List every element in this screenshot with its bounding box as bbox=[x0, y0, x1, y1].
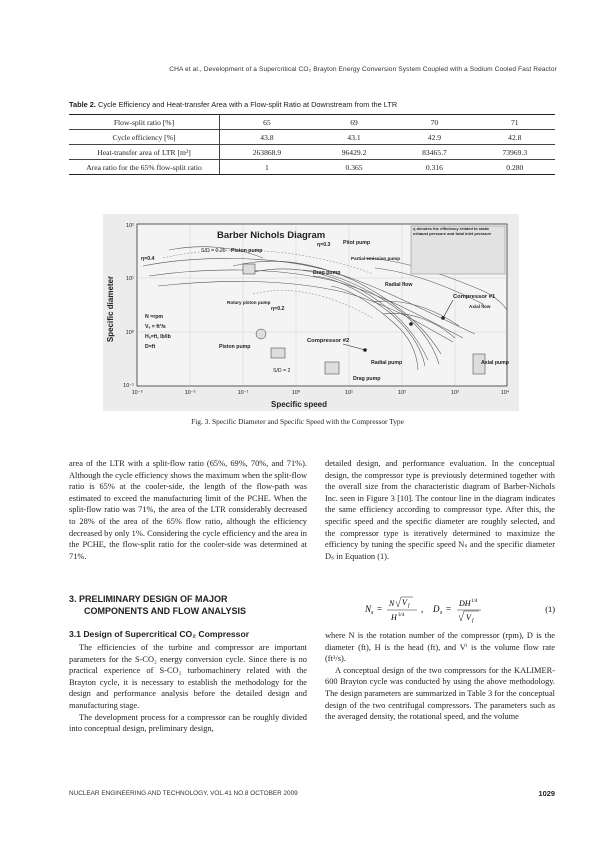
table-cell: 0.365 bbox=[314, 160, 394, 175]
right-column-bottom bbox=[325, 630, 555, 723]
equation-1 bbox=[325, 590, 555, 628]
table-cell: 83465.7 bbox=[394, 145, 474, 160]
label-eta-03: η=0.3 bbox=[317, 242, 331, 248]
figure-caption: Fig. 3. Specific Diameter and Specific Speed with the Compressor Type bbox=[191, 417, 404, 426]
section-heading bbox=[69, 593, 246, 617]
table-caption-text: Cycle Efficiency and Heat-transfer Area with a Flow-split Ratio at Downstream from the LTR bbox=[95, 100, 398, 109]
paragraph: detailed design, and performance evaluation. In the conceptual design, the compressor type is previously determined together with the overall size from the characteristic diagram of Barber-Nichols Inc. seen in Figure 3 [10]. The contour line in the diagram indicates the same efficiency according to compressor type. After this, the specific speed and the specific diameter are roughly selected, and the compressor type is iteratively determined to maximize the efficiency by tuning the specific speed Nₛ and the specific diameter Dₛ in Equation (1). bbox=[325, 459, 555, 561]
svg-text:s: s bbox=[440, 610, 443, 616]
figure-note: η denotes the efficiency related to static exhaust pressure and total inlet pressure bbox=[413, 227, 492, 236]
table-cell: 43.1 bbox=[314, 130, 394, 145]
x-tick-label: 10⁻³ bbox=[131, 390, 143, 396]
table-cell: 43.8 bbox=[220, 130, 314, 145]
paragraph: area of the LTR with a split-flow ratio (65%, 69%, 70%, and 71%). Although the cycle efficiency shows the maximum when the split-flow ratio is 65% at the cooler-side, the length of the flow-path was estimated to exceed the manufacturing limit of the PCHE. When the split-flow ratio was 71%, the area of the LTR considerably decreased to 28% of the area of the 65% flow ratio, although the efficiency decreased by only 1%. Considering the cycle efficiency and the area in the PCHE, the flow-split ratio for the cooler-side was determined at 71%. bbox=[69, 459, 307, 561]
legend-h: Hₐ=ft, lb/lb bbox=[145, 334, 171, 340]
svg-text:N: N bbox=[389, 599, 395, 608]
label-piston-pump: Piston pump bbox=[231, 248, 263, 254]
table-cell: Heat-transfer area of LTR [m²] bbox=[69, 145, 220, 160]
svg-text:f: f bbox=[408, 604, 410, 609]
table-cell: 65 bbox=[220, 115, 314, 130]
paragraph: The efficiencies of the turbine and compressor are important parameters for the S-CO₂ energy conversion cycle. Since there is no practical experience of S-CO₂ turbomachinery related with the Brayton cycle, it is necessary to establish the methodology for the design and performance analysis before the detailed design and manufacturing stage. bbox=[69, 643, 307, 710]
svg-text:=: = bbox=[377, 604, 383, 614]
table-cell: Area ratio for the 65% flow-split ratio bbox=[69, 160, 220, 175]
table-row bbox=[69, 115, 555, 130]
label-radial-flow: Radial flow bbox=[385, 282, 413, 288]
equation-number: (1) bbox=[545, 605, 555, 614]
figure-title: Barber Nichols Diagram bbox=[217, 230, 326, 241]
table-row bbox=[69, 145, 555, 160]
efficiency-table bbox=[69, 114, 555, 175]
label-compressor-2: Compressor #2 bbox=[307, 338, 350, 344]
label-piston-pump-2: Piston pump bbox=[219, 344, 251, 350]
table-caption-label: Table 2. bbox=[69, 100, 96, 109]
y-tick-label: 10⁻¹ bbox=[123, 383, 134, 389]
label-sd-025: S/D = 0.25 bbox=[201, 248, 226, 254]
table-cell: 69 bbox=[314, 115, 394, 130]
x-tick-label: 10⁰ bbox=[291, 390, 301, 396]
svg-text:f: f bbox=[472, 619, 474, 624]
x-tick-label: 10⁴ bbox=[500, 390, 510, 396]
svg-text:N: N bbox=[365, 604, 372, 614]
label-eta-02: η=0.2 bbox=[271, 306, 285, 312]
label-partial-emission-pump: Partial emission pump bbox=[351, 256, 401, 261]
table-cell: Cycle efficiency [%] bbox=[69, 130, 220, 145]
svg-text:=: = bbox=[446, 604, 452, 614]
paragraph: where N is the rotation number of the compressor (rpm), D is the diameter (ft), H is the head (ft), and Vⁱ is the volume flow rate (ft³/s). bbox=[325, 631, 555, 664]
label-compressor-1: Compressor #1 bbox=[453, 294, 496, 300]
x-tick-label: 10³ bbox=[451, 390, 459, 396]
table-cell: 70 bbox=[394, 115, 474, 130]
table-cell: Flow-split ratio [%] bbox=[69, 115, 220, 130]
figure-ylabel: Specific diameter bbox=[106, 275, 115, 343]
journal-info: NUCLEAR ENGINEERING AND TECHNOLOGY, VOL.41 NO.8 OCTOBER 2009 bbox=[69, 790, 298, 797]
svg-text:DH: DH bbox=[459, 599, 471, 608]
section-heading-line-1: 3. PRELIMINARY DESIGN OF MAJOR bbox=[69, 594, 228, 604]
label-axial-flow: Axial flow bbox=[469, 304, 491, 309]
table-row bbox=[69, 160, 555, 175]
y-tick-label: 10¹ bbox=[126, 276, 134, 282]
table-caption bbox=[69, 100, 397, 109]
table-cell: 71 bbox=[475, 115, 555, 130]
svg-text:s: s bbox=[371, 610, 374, 616]
subsection-heading: 3.1 Design of Supercritical CO₂ Compressor bbox=[69, 629, 250, 639]
y-tick-label: 10⁰ bbox=[125, 330, 134, 336]
table-cell: 263868.9 bbox=[220, 145, 314, 160]
running-header: CHA et al., Development of a Supercritical CO₂ Brayton Energy Conversion System Coupled with a Sodium Cooled Fast Reactor bbox=[169, 66, 557, 73]
paragraph: A conceptual design of the two compressors for the KALIMER-600 Brayton cycle was conducted by using the above methodology. The design parameters are summarized in Table 3 for the conceptual design of the two centrifugal compressors. The parameters such as the averaged density, the rotational speed, and the volume bbox=[325, 665, 555, 722]
label-pitot-pump: Pitot pump bbox=[343, 240, 371, 246]
svg-text:3/4: 3/4 bbox=[398, 613, 405, 618]
x-tick-label: 10⁻¹ bbox=[237, 390, 249, 396]
label-eta-04: η=0.4 bbox=[141, 256, 155, 262]
label-radial-pump: Radial pump bbox=[371, 360, 403, 366]
label-axial-pump: Axial pump bbox=[481, 360, 509, 366]
table-cell: 0.280 bbox=[475, 160, 555, 175]
table-cell: 96429.2 bbox=[314, 145, 394, 160]
svg-text:1/4: 1/4 bbox=[471, 599, 478, 604]
table-cell: 42.8 bbox=[475, 130, 555, 145]
svg-text:V: V bbox=[402, 598, 407, 607]
svg-text:V: V bbox=[466, 613, 471, 622]
legend-v: Vᵥ = ft³/s bbox=[145, 324, 166, 330]
right-column-top bbox=[325, 458, 555, 562]
legend-n: N =rpm bbox=[145, 314, 164, 320]
figure-xlabel: Specific speed bbox=[270, 400, 328, 409]
table-cell: 73969.3 bbox=[475, 145, 555, 160]
page-footer bbox=[69, 790, 555, 797]
left-column-top bbox=[69, 458, 307, 562]
svg-text:D: D bbox=[433, 604, 440, 614]
label-rotary-piston-pump: Rotary piston pump bbox=[227, 300, 271, 305]
paragraph: The development process for a compressor can be roughly divided into conceptual design, preliminary design, bbox=[69, 712, 307, 734]
svg-text:H: H bbox=[391, 613, 397, 622]
table-cell: 42.9 bbox=[394, 130, 474, 145]
label-drag-pump-2: Drag pump bbox=[353, 376, 381, 382]
page-number: 1029 bbox=[538, 789, 555, 798]
section-heading-line-2: COMPONENTS AND FLOW ANALYSIS bbox=[84, 606, 247, 616]
legend-d: D=ft bbox=[145, 344, 156, 350]
table-cell: 0.316 bbox=[394, 160, 474, 175]
table-cell: 1 bbox=[220, 160, 314, 175]
y-tick-label: 10² bbox=[126, 223, 134, 229]
label-drag-pump: Drag pump bbox=[313, 270, 341, 276]
x-tick-label: 10⁻² bbox=[184, 390, 196, 396]
x-tick-label: 10¹ bbox=[345, 390, 353, 396]
table-row bbox=[69, 130, 555, 145]
x-tick-label: 10² bbox=[398, 390, 406, 396]
barber-nichols-figure bbox=[103, 214, 519, 411]
label-sd-2: S/D = 2 bbox=[273, 368, 291, 374]
svg-text:,: , bbox=[421, 604, 424, 614]
left-column-bottom bbox=[69, 642, 307, 735]
